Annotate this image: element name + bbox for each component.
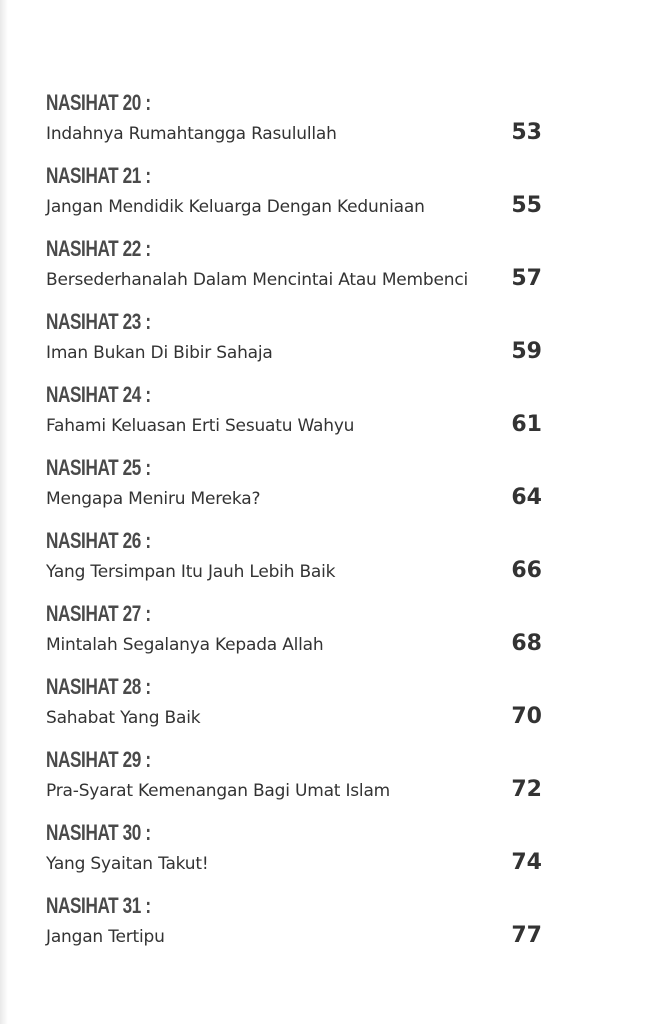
toc-entry[interactable] (46, 307, 542, 380)
toc-entry-heading: NASIHAT 22 : (46, 236, 151, 261)
toc-entry-heading: NASIHAT 28 : (46, 674, 151, 699)
toc-entry-title[interactable]: Fahami Keluasan Erti Sesuatu Wahyu (46, 416, 355, 436)
toc-entry-heading: NASIHAT 20 : (46, 90, 151, 115)
toc-entry-heading: NASIHAT 23 : (46, 309, 151, 334)
toc-entry[interactable] (46, 88, 542, 161)
toc-entry-title[interactable]: Yang Syaitan Takut! (46, 854, 209, 874)
toc-entry-heading: NASIHAT 27 : (46, 601, 151, 626)
toc-entry-title[interactable]: Sahabat Yang Baik (46, 708, 201, 728)
toc-entry-row (46, 412, 542, 437)
toc-entry-heading: NASIHAT 26 : (46, 528, 151, 553)
toc-entry[interactable] (46, 599, 542, 672)
toc-entry-heading: NASIHAT 31 : (46, 893, 151, 918)
toc-entry-page-number: 55 (511, 193, 542, 218)
toc-entry-title[interactable]: Pra-Syarat Kemenangan Bagi Umat Islam (46, 781, 391, 801)
toc-entry-heading: NASIHAT 30 : (46, 820, 151, 845)
toc-entry-row (46, 631, 542, 656)
toc-entry[interactable] (46, 891, 542, 964)
toc-entry-page-number: 64 (511, 485, 542, 510)
toc-entry-row (46, 120, 542, 145)
toc-entry-page-number: 53 (511, 120, 542, 145)
toc-entry[interactable] (46, 380, 542, 453)
toc-entry-row (46, 704, 542, 729)
toc-entry-row (46, 850, 542, 875)
toc-entry-title[interactable]: Bersederhanalah Dalam Mencintai Atau Membenci (46, 270, 469, 290)
page-edge-shadow (0, 0, 8, 1024)
toc-entry-page-number: 77 (511, 923, 542, 948)
toc-entry-title[interactable]: Iman Bukan Di Bibir Sahaja (46, 343, 273, 363)
toc-entry-title[interactable]: Yang Tersimpan Itu Jauh Lebih Baik (46, 562, 336, 582)
toc-entry-heading: NASIHAT 21 : (46, 163, 151, 188)
toc-entry-title[interactable]: Mengapa Meniru Mereka? (46, 489, 261, 509)
toc-entry-page-number: 72 (511, 777, 542, 802)
toc-entry[interactable] (46, 234, 542, 307)
toc-entry-title[interactable]: Mintalah Segalanya Kepada Allah (46, 635, 324, 655)
toc-entry-row (46, 339, 542, 364)
toc-entry-page-number: 70 (511, 704, 542, 729)
toc-entry-page-number: 74 (511, 850, 542, 875)
toc-entry-title[interactable]: Jangan Tertipu (46, 927, 165, 947)
toc-entry-heading: NASIHAT 25 : (46, 455, 151, 480)
toc-entry-row (46, 777, 542, 802)
toc-entry-page-number: 59 (511, 339, 542, 364)
toc-entry-page-number: 61 (511, 412, 542, 437)
toc-entry-row (46, 266, 542, 291)
toc-entry[interactable] (46, 672, 542, 745)
toc-entry-title[interactable]: Jangan Mendidik Keluarga Dengan Keduniaan (46, 197, 425, 217)
table-of-contents (46, 88, 542, 964)
toc-entry-title[interactable]: Indahnya Rumahtangga Rasulullah (46, 124, 337, 144)
toc-entry[interactable] (46, 818, 542, 891)
toc-entry-row (46, 558, 542, 583)
toc-entry-heading: NASIHAT 24 : (46, 382, 151, 407)
toc-entry-row (46, 923, 542, 948)
toc-entry-page-number: 68 (511, 631, 542, 656)
toc-entry[interactable] (46, 526, 542, 599)
toc-entry[interactable] (46, 745, 542, 818)
toc-entry-page-number: 57 (511, 266, 542, 291)
toc-entry-page-number: 66 (511, 558, 542, 583)
toc-entry-row (46, 193, 542, 218)
toc-entry-row (46, 485, 542, 510)
toc-entry[interactable] (46, 453, 542, 526)
toc-entry-heading: NASIHAT 29 : (46, 747, 151, 772)
toc-entry[interactable] (46, 161, 542, 234)
